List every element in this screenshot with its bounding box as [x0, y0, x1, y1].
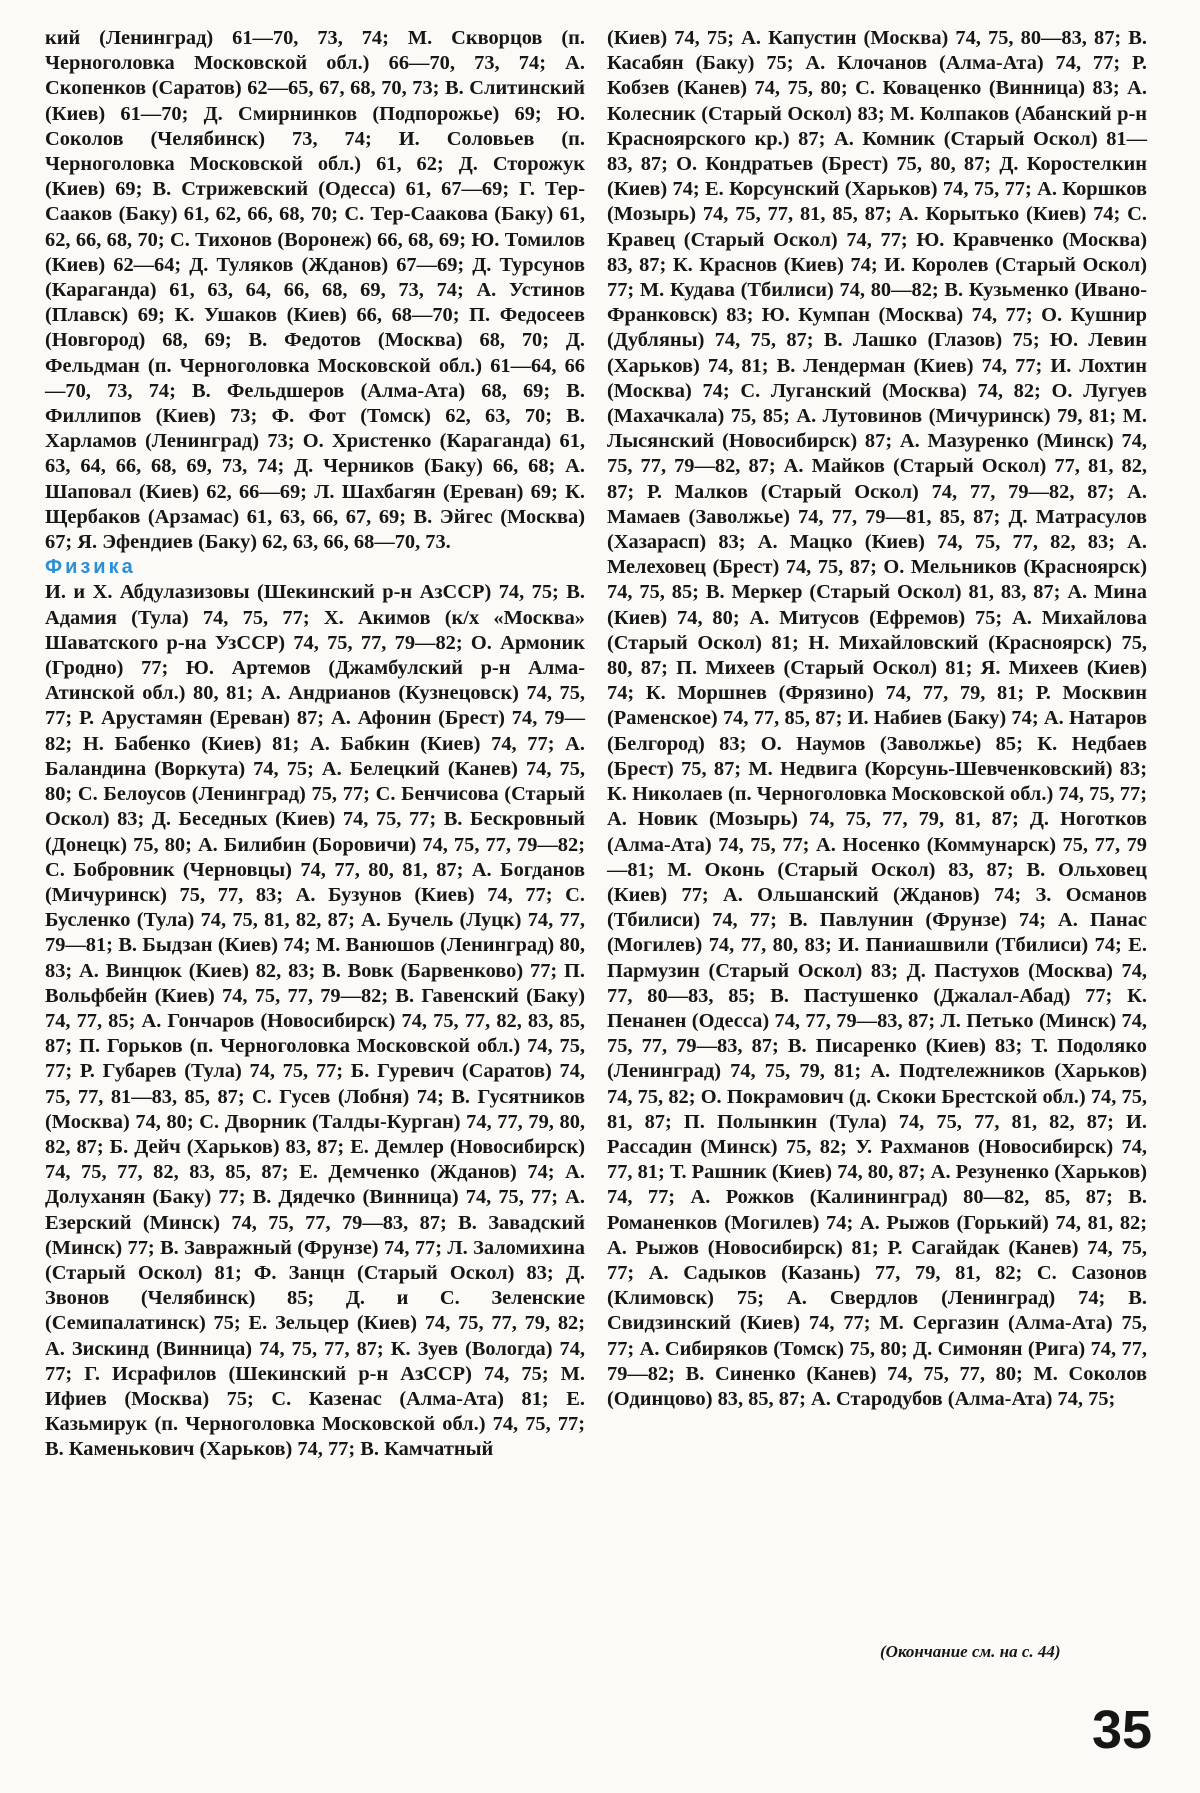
text-paragraph: кий (Ленинград) 61—70, 73, 74; М. Скворцов (п. Черноголовка Московской обл.) 66—70, 73, 74; А. Скопенков (Саратов) 62—65, 67, 68, 70, 73; В. Слитинский (Киев) 61—70; Д. Смирнинков (Подпорожье) 69; Ю. Соколов (Челябинск) 73, 74; И. Соловьев (п. Черноголовка Московской обл.) 61, 62; Д. Сторожук (Киев) 69; В. Стрижевский (Одесса) 61, 67—69; Г. Тер-Сааков (Баку) 61, 62, 66, 68, 70; С. Тер-Саакова (Баку) 61, 62, 66, 68, 70; С. Тихонов (Воронеж) 66, 68, 69; Ю. Томилов (Киев) 62—64; Д. Туляков (Жданов) 67—69; Д. Турсунов (Караганда) 61, 63, 64, 66, 68, 69, 73, 74; А. Устинов (Плавск) 69; К. Ушаков (Киев) 66, 68—70; П. Федосеев (Новгород) 68, 69; В. Федотов (Москва) 68, 70; Д. Фельдман (п. Черноголовка Московской обл.) 61—64, 66—70, 73, 74; В. Фельдшеров (Алма-Ата) 68, 69; В. Филлипов (Киев) 73; Ф. Фот (Томск) 62, 63, 70; В. Харламов (Ленинград) 73; О. Христенко (Караганда) 61, 63, 64, 66, 68, 69, 73, 74; Д. Черников (Баку) 66, 68; А. Шаповал (Киев) 62, 66—69; Л. Шахбагян (Ереван) 69; К. Щербаков (Арзамас) 61, 63, 66, 67, 69; В. Эйгес (Москва) 67; Я. Эфендиев (Баку) 62, 63, 66, 68—70, 73.: [45, 27, 585, 554]
right-column: [607, 26, 1147, 1412]
section-heading: Физика: [45, 556, 136, 579]
text-paragraph: И. и Х. Абдулазизовы (Шекинский р-н АзССР) 74, 75; В. Адамия (Тула) 74, 75, 77; Х. Акимов (к/х «Москва» Шаватского р-на УзССР) 74, 75, 77, 79—82; О. Армоник (Гродно) 77; Ю. Артемов (Джамбулский р-н Алма-Атинской обл.) 80, 81; А. Андрианов (Кузнецовск) 74, 75, 77; Р. Арустамян (Ереван) 87; А. Афонин (Брест) 74, 79—82; Н. Бабенко (Киев) 81; А. Бабкин (Киев) 74, 77; А. Баландина (Воркута) 74, 75; А. Белецкий (Канев) 74, 75, 80; С. Белоусов (Ленинград) 75, 77; С. Бенчисова (Старый Оскол) 83; Д. Беседных (Киев) 74, 75, 77; В. Бескровный (Донецк) 75, 80; А. Билибин (Боровичи) 74, 75, 77, 79—82; С. Бобровник (Черновцы) 74, 77, 80, 81, 87; А. Богданов (Мичуринск) 75, 77, 83; А. Бузунов (Киев) 74, 77; С. Бусленко (Тула) 74, 75, 81, 82, 87; А. Бучель (Луцк) 74, 77, 79—81; В. Быдзан (Киев) 74; М. Ванюшов (Ленинград) 80, 83; А. Винцюк (Киев) 82, 83; В. Вовк (Барвенково) 77; П. Вольфбейн (Киев) 74, 75, 77, 79—82; В. Гавенский (Баку) 74, 77, 85; А. Гончаров (Новосибирск) 74, 75, 77, 82, 83, 85, 87; П. Горьков (п. Черноголовка Московской обл.) 74, 75, 77; Р. Губарев (Тула) 74, 75, 77; Б. Гуревич (Саратов) 74, 75, 77, 81—83, 85, 87; С. Гусев (Лобня) 74; В. Гусятников (Москва) 74, 80; С. Дворник (Талды-Курган) 74, 77, 79, 80, 82, 87; Б. Дейч (Харьков) 83, 87; Е. Демлер (Новосибирск) 74, 75, 77, 82, 83, 85, 87; Е. Демченко (Жданов) 74; А. Долуханян (Баку) 77; В. Дядечко (Винница) 74, 75, 77; А. Езерский (Минск) 74, 75, 77, 79—83, 87; В. Завадский (Минск) 77; В. Завражный (Фрунзе) 74, 77; Л. Заломихина (Старый Оскол) 81; Ф. Занцн (Старый Оскол) 83; Д. Звонов (Челябинск) 85; Д. и С. Зеленские (Семипалатинск) 75; Е. Зельцер (Киев) 74, 75, 77, 79, 82; А. Зискинд (Винница) 74, 75, 77, 87; К. Зуев (Вологда) 74, 77; Г. Исрафилов (Шекинский р-н АзССР) 74, 75; М. Ифиев (Москва) 75; С. Казенас (Алма-Ата) 81; Е. Казьмирук (п. Черноголовка Московской обл.) 74, 75, 77; В. Каменькович (Харьков) 74, 77; В. Камчатный: [45, 581, 585, 1461]
page-number: 35: [1092, 1700, 1153, 1760]
text-paragraph: (Киев) 74, 75; А. Капустин (Москва) 74, 75, 80—83, 87; В. Касабян (Баку) 75; А. Клочанов (Алма-Ата) 74, 77; Р. Кобзев (Канев) 74, 75, 80; С. Коваценко (Винница) 83; А. Колесник (Старый Оскол) 83; М. Колпаков (Абанский р-н Красноярского кр.) 87; А. Комник (Старый Оскол) 81—83, 87; О. Кондратьев (Брест) 75, 80, 87; Д. Коростелкин (Киев) 74; Е. Корсунский (Харьков) 74, 75, 77; А. Коршков (Мозырь) 74, 75, 77, 81, 85, 87; А. Корытько (Киев) 74; С. Кравец (Старый Оскол) 74, 77; Ю. Кравченко (Москва) 83, 87; К. Краснов (Киев) 74; И. Королев (Старый Оскол) 77; М. Кудава (Тбилиси) 74, 80—82; В. Кузьменко (Ивано-Франковск) 83; Ю. Кумпан (Москва) 74, 77; О. Кушнир (Дубляны) 74, 75, 87; В. Лашко (Глазов) 75; Ю. Левин (Харьков) 74, 81; В. Лендерман (Киев) 74, 77; И. Лохтин (Москва) 74; С. Луганский (Москва) 74, 82; О. Лугуев (Махачкала) 75, 85; А. Лутовинов (Мичуринск) 79, 81; М. Лысянский (Новосибирск) 87; А. Мазуренко (Минск) 74, 75, 77, 79—82, 87; А. Майков (Старый Оскол) 77, 81, 82, 87; Р. Малков (Старый Оскол) 74, 77, 79—82, 87; А. Мамаев (Заволжье) 74, 77, 79—81, 85, 87; Д. Матрасулов (Хазарасп) 83; А. Мацко (Киев) 74, 75, 77, 82, 83; А. Мелеховец (Брест) 74, 75, 87; О. Мельников (Красноярск) 74, 75, 85; В. Меркер (Старый Оскол) 81, 83, 87; А. Мина (Киев) 74, 80; А. Митусов (Ефремов) 75; А. Михайлова (Старый Оскол) 81; Н. Михайловский (Красноярск) 75, 80, 87; П. Михеев (Старый Оскол) 81; Я. Михеев (Киев) 74; К. Моршнев (Фрязино) 74, 77, 79, 81; Р. Москвин (Раменское) 74, 77, 85, 87; И. Набиев (Баку) 74; А. Натаров (Белгород) 83; О. Наумов (Заволжье) 85; К. Недбаев (Брест) 75, 87; М. Недвига (Корсунь-Шевченковский) 83; К. Николаев (п. Черноголовка Московской обл.) 74, 75, 77; А. Новик (Мозырь) 74, 75, 77, 79, 81, 87; Д. Ноготков (Алма-Ата) 74, 75, 77; А. Носенко (Коммунарск) 75, 77, 79—81; М. Оконь (Старый Оскол) 83, 87; В. Ольховец (Киев) 77; А. Ольшанский (Жданов) 74; З. Османов (Тбилиси) 74, 77; В. Павлунин (Фрунзе) 74; А. Панас (Могилев) 74, 77, 80, 83; И. Паниашвили (Тбилиси) 74; Е. Пармузин (Старый Оскол) 83; Д. Пастухов (Москва) 74, 77, 80—83, 85; В. Пастушенко (Джалал-Абад) 77; К. Пенанен (Одесса) 74, 77, 79—83, 87; Л. Петько (Минск) 74, 75, 77, 79—83, 87; В. Писаренко (Киев) 83; Т. Подоляко (Ленинград) 74, 75, 79, 81; А. Подтележников (Харьков) 74, 75, 82; О. Покрамович (д. Скоки Брестской обл.) 74, 75, 81, 87; П. Полынкин (Тула) 74, 75, 77, 81, 82, 87; И. Рассадин (Минск) 75, 82; У. Рахманов (Новосибирск) 74, 77, 81; Т. Рашник (Киев) 74, 80, 87; А. Резуненко (Харьков) 74, 77; А. Рожков (Калининград) 80—82, 85, 87; В. Романенков (Могилев) 74; А. Рыжов (Горький) 74, 81, 82; А. Рыжов (Новосибирск) 81; Р. Сагайдак (Канев) 74, 75, 77; А. Садыков (Казань) 77, 79, 81, 82; С. Сазонов (Климовск) 75; А. Свердлов (Ленинград) 74; В. Свидзинский (Киев) 74, 77; М. Сергазин (Алма-Ата) 75, 77; А. Сибиряков (Томск) 75, 80; Д. Симонян (Рига) 74, 77, 79—82; В. Синенко (Канев) 74, 75, 77, 80; М. Соколов (Одинцово) 83, 85, 87; А. Стародубов (Алма-Ата) 74, 75;: [607, 27, 1147, 1410]
left-column: [45, 26, 585, 1463]
continuation-note: (Окончание см. на с. 44): [880, 1642, 1061, 1661]
